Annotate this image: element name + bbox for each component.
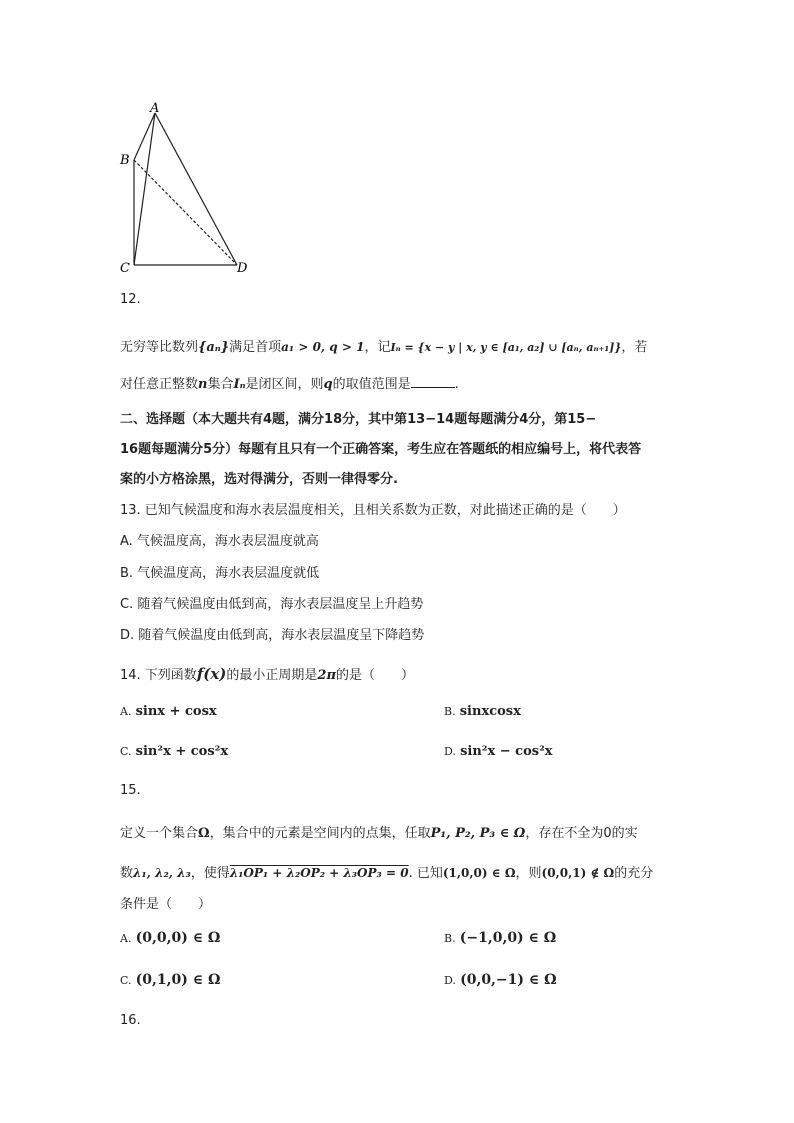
q12-number: 12. xyxy=(120,292,141,307)
q14-option-c-expr: sin²x + cos²x xyxy=(135,744,229,759)
q15-option-c-expr: (0,1,0) ∈ Ω xyxy=(135,972,221,988)
q12-text: 是闭区间，则 xyxy=(245,377,324,392)
q15-option-a xyxy=(120,930,220,946)
vertex-a-label: A xyxy=(150,101,160,116)
q16-number: 16. xyxy=(120,1013,141,1028)
section2-instructions-line2: 16题每题满分5分）每题有且只有一个正确答案，考生应在答题纸的相应编号上，将代表答 xyxy=(120,442,642,457)
section2-instructions-line1: 二、选择题（本大题共有4题，满分18分，其中第13−14题每题满分4分，第15− xyxy=(120,412,597,427)
q15-text: ，使得 xyxy=(190,866,230,881)
q15-text: ，存在不全为0的实 xyxy=(525,826,638,841)
q15-text: ，集合中的元素是空间内的点集，任取 xyxy=(209,826,431,841)
q13-option-d: D. 随着气候温度由低到高，海水表层温度呈下降趋势 xyxy=(120,628,425,643)
q12-set-i: Iₙ xyxy=(233,377,246,392)
q15-line1 xyxy=(120,822,638,841)
q15-text: 的充分 xyxy=(614,866,654,881)
q12-text: 集合 xyxy=(207,377,234,392)
q14-option-b xyxy=(444,704,521,719)
q15-option-d-expr: (0,0,−1) ∈ Ω xyxy=(460,972,557,988)
q15-text: 数 xyxy=(120,866,134,881)
q15-option-d xyxy=(444,972,557,988)
q14-option-b-label: B. xyxy=(444,705,456,718)
q13-option-b: B. 气候温度高，海水表层温度就低 xyxy=(120,566,320,581)
q15-omega: Ω xyxy=(198,826,210,841)
q12-var-q: q xyxy=(323,377,333,392)
q14-text: 14. 下列函数 xyxy=(120,668,197,683)
q15-option-d-label: D. xyxy=(444,974,456,987)
q15-option-c xyxy=(120,972,220,988)
q12-text: 满足首项 xyxy=(229,340,282,355)
q15-lambdas: λ₁, λ₂, λ₃ xyxy=(133,866,191,880)
q12-line1 xyxy=(120,336,647,355)
q15-option-b xyxy=(444,930,556,946)
edge-ad xyxy=(155,113,237,265)
q14-text: 的是（ ） xyxy=(335,668,414,683)
q12-set-definition: Iₙ = {x − y | x, y ∈ [a₁, a₂] ∪ [aₙ, aₙ₊₁]} xyxy=(390,341,622,354)
q12-text: . xyxy=(454,377,459,392)
q14-option-d-expr: sin²x − cos²x xyxy=(460,744,553,759)
q12-var-n: n xyxy=(198,377,208,392)
q15-text: ，则 xyxy=(515,866,542,881)
q12-text: ，记 xyxy=(364,340,391,355)
q15-option-c-label: C. xyxy=(120,974,132,987)
q14-stem xyxy=(120,664,414,683)
q15-known-point: (1,0,0) ∈ Ω xyxy=(442,866,516,880)
q14-option-c xyxy=(120,744,228,759)
vertex-c-label: C xyxy=(120,261,130,276)
q12-text: 对任意正整数 xyxy=(120,377,199,392)
q14-option-a-label: A. xyxy=(120,705,132,718)
q15-condition: (0,0,1) ∉ Ω xyxy=(541,866,615,880)
q15-points: P₁, P₂, P₃ ∈ Ω xyxy=(430,826,526,841)
q14-text: 的最小正周期是 xyxy=(226,668,318,683)
q13-stem: 13. 已知气候温度和海水表层温度相关，且相关系数为正数，对此描述正确的是（ ） xyxy=(120,503,626,518)
q14-option-b-expr: sinxcosx xyxy=(459,704,521,719)
q14-option-c-label: C. xyxy=(120,745,132,758)
q13-option-a: A. 气候温度高，海水表层温度就高 xyxy=(120,534,319,549)
q15-line3: 条件是（ ） xyxy=(120,897,212,912)
vertex-d-label: D xyxy=(237,261,248,276)
q15-text: 定义一个集合 xyxy=(120,826,199,841)
q15-option-b-expr: (−1,0,0) ∈ Ω xyxy=(459,930,557,946)
q15-option-a-expr: (0,0,0) ∈ Ω xyxy=(135,930,221,946)
q14-period: 2π xyxy=(317,668,336,683)
q12-text: ，若 xyxy=(621,340,648,355)
q12-text: 的取值范围是 xyxy=(332,377,411,392)
edge-bd xyxy=(134,160,237,265)
q13-option-c: C. 随着气候温度由低到高，海水表层温度呈上升趋势 xyxy=(120,597,424,612)
q15-vector-equation: λ₁OP₁ + λ₂OP₂ + λ₃OP₃ = 0 xyxy=(229,866,409,880)
q15-option-b-label: B. xyxy=(444,932,456,945)
tetrahedron-figure xyxy=(110,100,260,280)
q15-text: . 已知 xyxy=(408,866,443,881)
q12-condition: a₁ > 0, q > 1 xyxy=(281,340,365,354)
q15-option-a-label: A. xyxy=(120,932,132,945)
q12-line2 xyxy=(120,373,459,392)
q14-option-a-expr: sinx + cosx xyxy=(135,704,217,719)
q14-option-a xyxy=(120,704,217,719)
q12-sequence: {aₙ} xyxy=(198,340,230,355)
vertex-b-label: B xyxy=(120,153,130,168)
q14-option-d-label: D. xyxy=(444,745,456,758)
q15-line2 xyxy=(120,862,653,881)
q12-text: 无穷等比数列 xyxy=(120,340,199,355)
q14-option-d xyxy=(444,744,553,759)
section2-instructions-line3: 案的小方格涂黑，选对得满分，否则一律得零分. xyxy=(120,472,398,487)
q14-function: f(x) xyxy=(196,665,227,683)
q15-number: 15. xyxy=(120,783,141,798)
answer-blank xyxy=(411,375,455,388)
